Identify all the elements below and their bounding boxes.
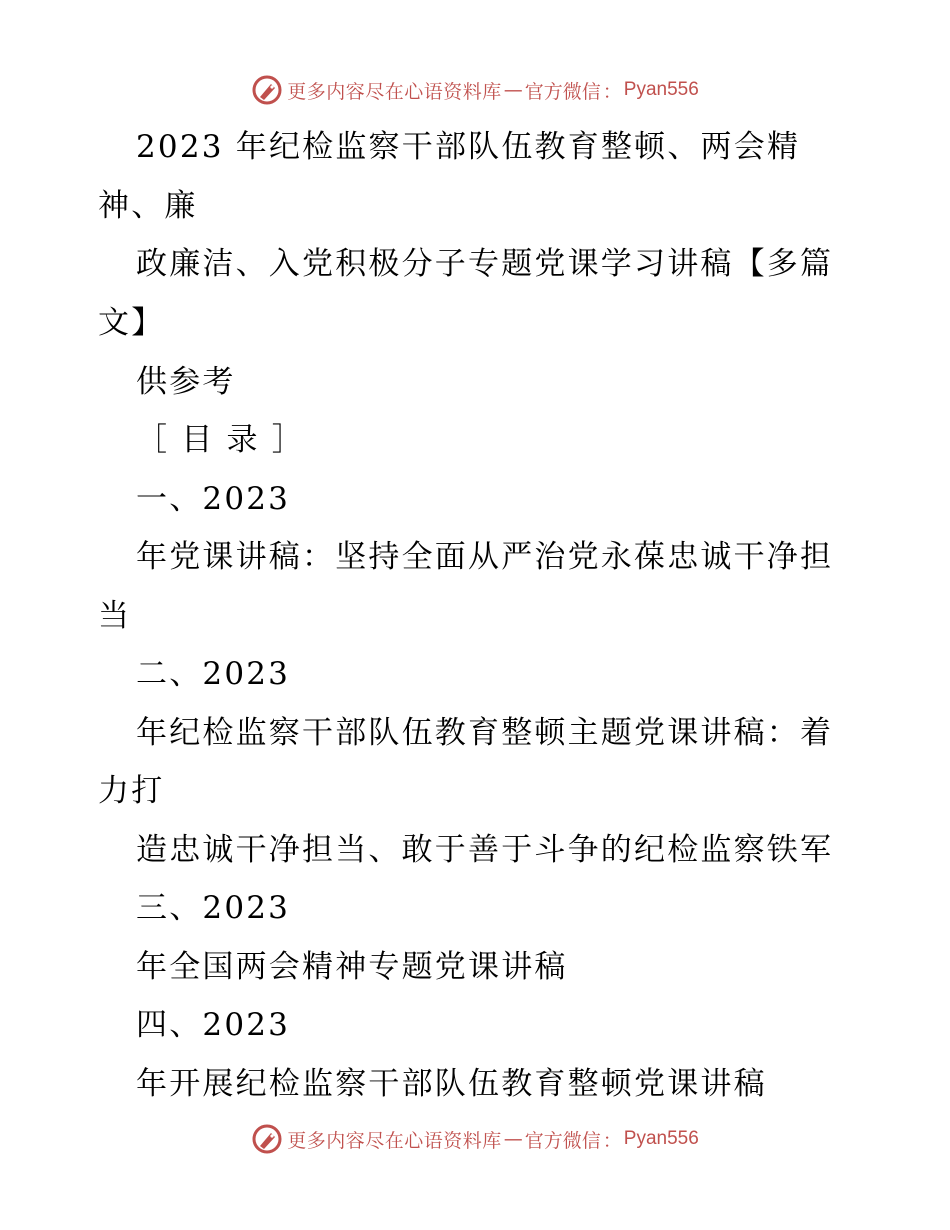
toc-item-title: 年党课讲稿：坚持全面从严治党永葆忠诚干净担 xyxy=(136,539,834,575)
toc-item-number: 三、2023 xyxy=(136,890,291,926)
watermark-wechat-id: Pyan556 xyxy=(623,79,699,100)
watermark-separator: ： xyxy=(602,80,622,103)
for-reference-note: 供参考 xyxy=(136,364,236,400)
watermark-dash: — xyxy=(503,1128,523,1150)
watermark-site-text: 更多内容尽在心语资料库 xyxy=(287,1129,502,1152)
toc-item-number: 一、2023 xyxy=(136,481,291,517)
pen-nib-logo-icon xyxy=(251,74,283,106)
document-title-line: 政廉洁、入党积极分子专题党课学习讲稿【多篇 xyxy=(136,246,834,282)
watermark-site-text: 更多内容尽在心语资料库 xyxy=(287,80,502,103)
toc-item-title: 年全国两会精神专题党课讲稿 xyxy=(136,949,568,985)
document-title-line: 2023 年纪检监察干部队伍教育整顿、两会精 xyxy=(136,129,801,165)
toc-item-title: 年纪检监察干部队伍教育整顿主题党课讲稿：着 xyxy=(136,715,834,751)
header-watermark xyxy=(0,70,950,110)
footer-watermark xyxy=(0,1119,950,1159)
toc-heading: ［ 目 录 ］ xyxy=(136,422,305,458)
pen-nib-logo-icon xyxy=(251,1123,283,1155)
watermark-wechat-label: 官方微信 xyxy=(524,1129,601,1152)
toc-item-title: 年开展纪检监察干部队伍教育整顿党课讲稿 xyxy=(136,1066,767,1102)
document-title-line: 神、廉 xyxy=(98,188,198,224)
toc-item-title: 力打 xyxy=(98,773,165,809)
toc-item-number: 四、2023 xyxy=(136,1007,291,1043)
toc-item-title: 造忠诚干净担当、敢于善于斗争的纪检监察铁军 xyxy=(136,832,834,868)
toc-item-number: 二、2023 xyxy=(136,656,291,692)
watermark-wechat-label: 官方微信 xyxy=(524,80,601,103)
toc-item-title: 当 xyxy=(98,598,132,634)
watermark-dash: — xyxy=(503,79,523,101)
document-title-line: 文】 xyxy=(98,305,165,341)
watermark-wechat-id: Pyan556 xyxy=(623,1128,699,1149)
watermark-separator: ： xyxy=(602,1129,622,1152)
